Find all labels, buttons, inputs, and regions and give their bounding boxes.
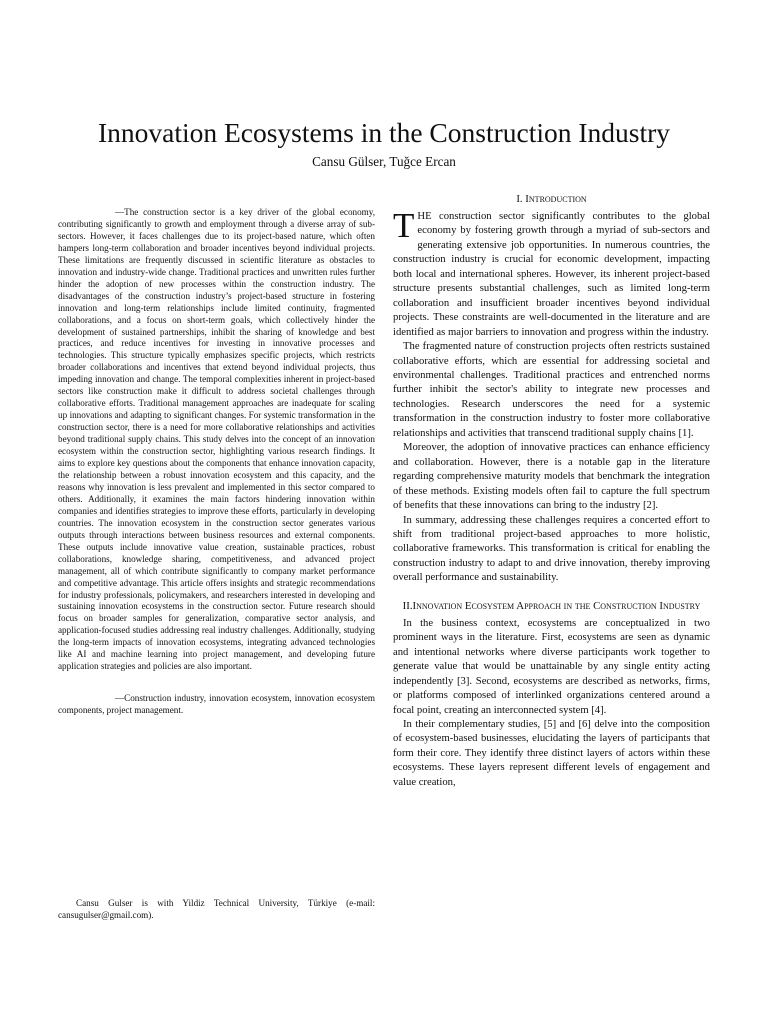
author-footnote	[58, 898, 375, 922]
intro-paragraph-1-text: HE construction sector significantly contributes to the global economy by fostering growth through a myriad of sub-sectors and generating extensive job opportunities. In numerous countries, the construction industry is crucial for economic development, impacting both local and international spheres. However, its inherent project-based structure presents substantial challenges, such as limited long-term collaboration and insufficient broader incentives beyond individual projects. These constraints are well-documented in the literature and are identified as major barriers to innovation and progress within the industry.	[393, 211, 710, 338]
ecosystem-paragraph-2: In their complementary studies, [5] and [6] delve into the composition of ecosystem-based businesses, elucidating the layers of participants that form their core. They identify three distinct layers of actors within these ecosystems. These layers represent different levels of engagement and value creation,	[393, 718, 710, 788]
paper-authors: Cansu Gülser, Tuğce Ercan	[312, 154, 456, 169]
intro-paragraph-4: In summary, addressing these challenges requires a concerted effort to shift from traditional project-based approaches to more holistic, collaborative frameworks. This transformation is critical for enabling the construction industry to adapt to and drive innovation, thereby improving overall performance and sustainability.	[393, 514, 710, 584]
intro-paragraph-2: The fragmented nature of construction projects often restricts sustained collaborative efforts, which are essential for addressing societal and environmental challenges. Traditional practices and entrenched norms further inhibit the sector's ability to integrate new processes and technologies. Research underscores the need for a systemic transformation in the construction industry to foster more collaborative relationships and activities that transcend traditional supply chains [1].	[393, 341, 710, 439]
abstract-column	[58, 207, 375, 717]
ecosystem-paragraph-1: In the business context, ecosystems are conceptualized in two prominent ways in the literature. First, ecosystems are seen as dynamic and intentional networks where diverse participants work together to generate value that would be unattainable by any single entity acting independently [3]. Second, ecosystems are described as networks, firms, or platforms composed of interlinked organizations centered around a focal point, creating an interconnected system [4].	[393, 617, 710, 716]
section-heading-ecosystem-approach: II.Innovation Ecosystem Approach in the Construction Industry	[402, 599, 701, 612]
index-terms: —Construction industry, innovation ecosystem, innovation ecosystem components, project management.	[58, 693, 375, 716]
intro-paragraph-3: Moreover, the adoption of innovative practices can enhance efficiency and collaboration. However, there is a notable gap in the literature regarding comprehensive maturity models that benchmark the integration of these methods. Existing models often fail to capture the full spectrum of benefits that these innovations can bring to the industry [2].	[393, 442, 710, 512]
body-column	[393, 192, 710, 790]
paper-title: Innovation Ecosystems in the Construction Industry	[97, 117, 671, 148]
footnote-text: Cansu Gulser is with Yildiz Technical University, Türkiye (e-mail: cansugulser@gmail.com).	[58, 898, 375, 920]
abstract-text: —The construction sector is a key driver of the global economy, contributing significantly to growth and employment through a diverse array of sub-sectors. However, it faces challenges due to its project-based nature, which often hampers long-term collaboration and broader incentives beyond individual projects. These limitations are frequently discussed in scientific literature as obstacles to innovation and industry-wide change. Traditional practices and unwritten rules further hinder the adoption of new processes within the construction industry. The disadvantages of the construction industry’s project-based structure in fostering innovation and long-term relationships include limited continuity, fragmented collaborations, and a focus on short-term goals, which collectively hinder the development of sustained partnerships, inhibit the sharing of knowledge and best practices, and reduce incentives for investing in innovative processes and technologies. This structure typically emphasizes specific projects, which restricts broader collaborations and incentives that extend beyond individual projects, thus impeding innovation and change. The temporal complexities inherent in project-based sectors like construction make it difficult to address societal challenges through collaborative efforts. Traditional management approaches are inadequate for scaling up innovations and adapting to significant changes. For systemic transformation in the construction sector, there is a need for more collaborative relationships and activities beyond traditional supply chains. This study delves into the concept of an innovation ecosystem within the construction sector, highlighting various research findings. It aims to explore key questions about the components that enhance innovation capacity, the relationship between a robust innovation ecosystem and this capacity, and the reasons why innovation is less prevalent and implemented in this sector compared to others. Additionally, it examines the main factors hindering innovation within companies and identifies strategies to improve these efforts, particularly in developing countries. The innovation ecosystem in the construction sector generates various outputs through interactions between business resources and external components. These outputs include innovative value creation, sustainable practices, robust collaborations, knowledge sharing, competitiveness, and advanced project management, all of which contribute significantly to company market performance and competitive advantage. This article offers insights and strategic recommendations for industry professionals, policymakers, and researchers interested in developing and sustaining innovation ecosystems in the construction sector. Future research should focus on broader samples for generalization, comparative sector analysis, and application-focused studies addressing real industry challenges. Additionally, studying the long-term impacts of innovation ecosystems, integrating advanced technologies like AI and machine learning into project management, and developing future application strategies and policies are also important.	[58, 207, 375, 672]
drop-cap: T	[393, 206, 415, 245]
section-heading-introduction: I. Introduction	[516, 193, 587, 205]
intro-paragraph-1	[393, 206, 710, 340]
